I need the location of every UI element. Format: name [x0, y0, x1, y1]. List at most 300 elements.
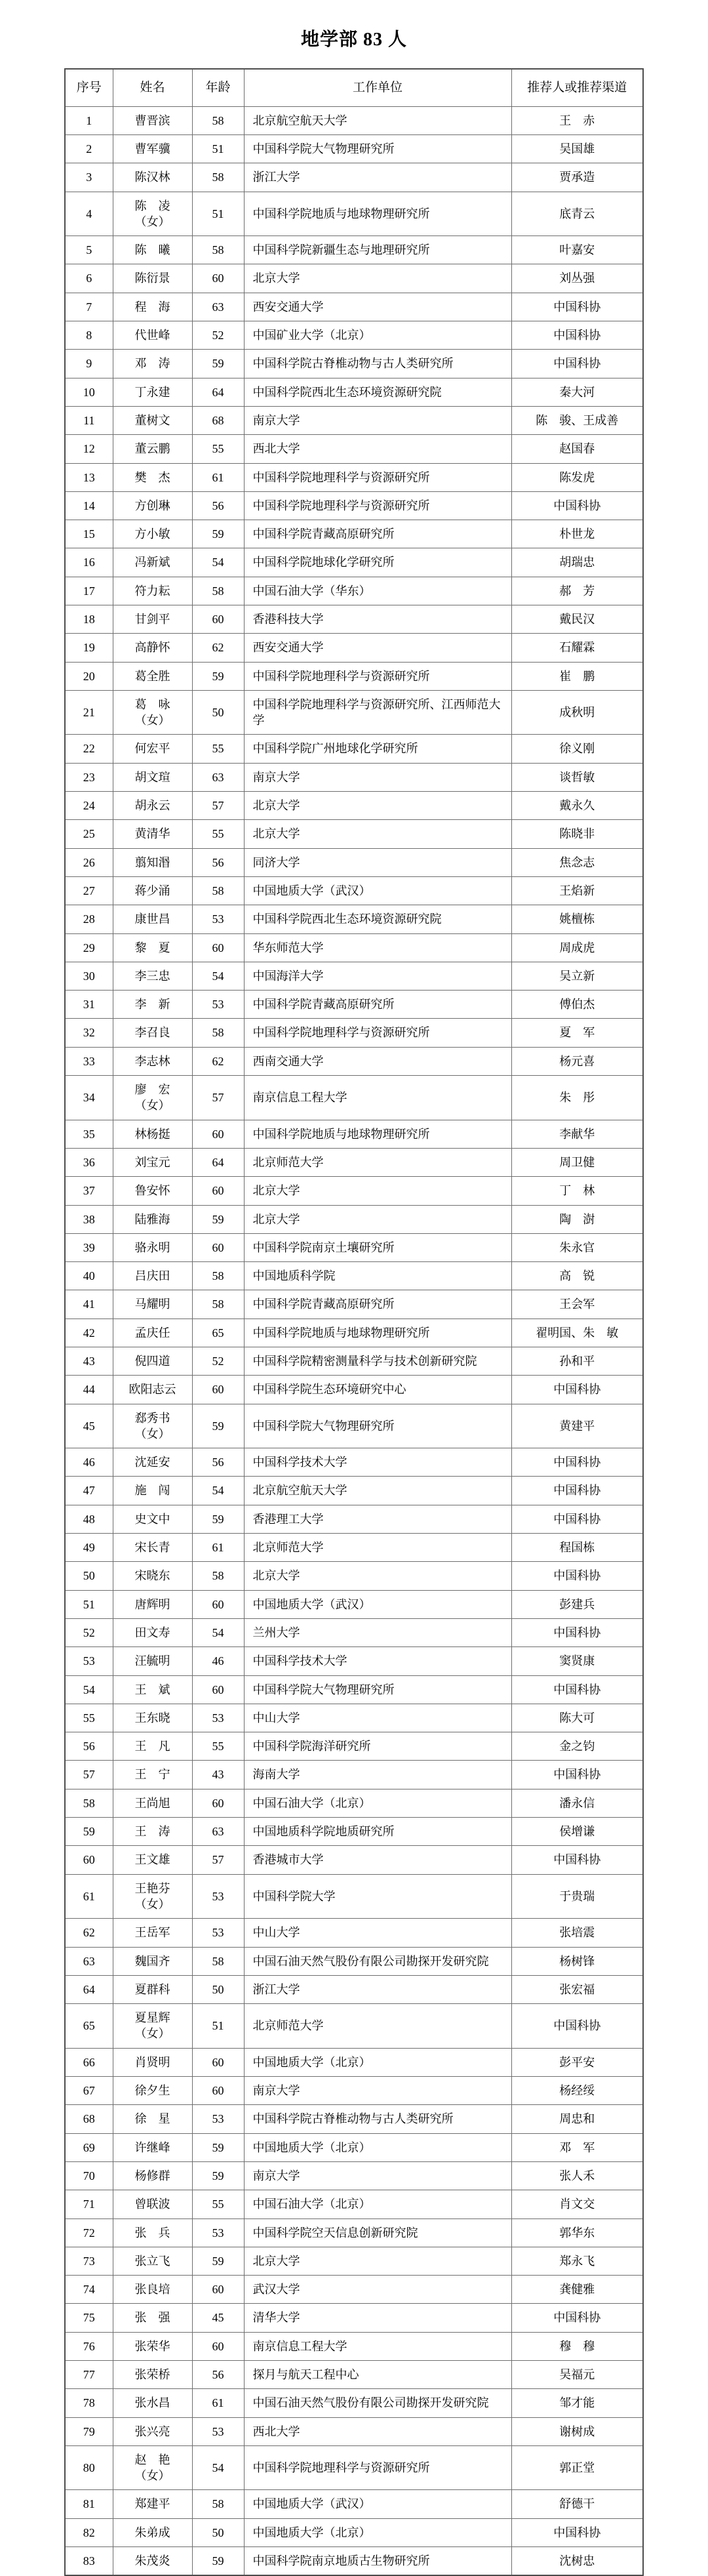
- cell-recommender: 姚檀栋: [511, 905, 643, 933]
- table-row: [65, 1647, 643, 1675]
- cell-recommender: 侯增谦: [511, 1818, 643, 1846]
- cell-age: 59: [192, 2161, 244, 2190]
- cell-no: 33: [65, 1047, 113, 1075]
- cell-no: 1: [65, 106, 113, 134]
- cell-recommender: 郭正堂: [511, 2445, 643, 2490]
- cell-name: 黄清华: [113, 820, 192, 848]
- cell-no: 21: [65, 690, 113, 735]
- cell-age: 60: [192, 605, 244, 633]
- cell-name: 方创琳: [113, 491, 192, 520]
- cell-recommender: 郝 芳: [511, 577, 643, 605]
- cell-name: 曹军骥: [113, 134, 192, 163]
- cell-recommender: 中国科协: [511, 1505, 643, 1533]
- cell-unit: 中国科学院西北生态环境资源研究院: [244, 905, 511, 933]
- cell-no: 69: [65, 2133, 113, 2161]
- cell-unit: 中国科学院地质与地球物理研究所: [244, 1319, 511, 1347]
- cell-unit: 中国海洋大学: [244, 962, 511, 990]
- cell-no: 17: [65, 577, 113, 605]
- cell-name: 李三忠: [113, 962, 192, 990]
- cell-unit: 中国科学院大学: [244, 1874, 511, 1919]
- cell-no: 32: [65, 1019, 113, 1047]
- cell-recommender: 中国科协: [511, 2304, 643, 2332]
- cell-name: 王文雄: [113, 1846, 192, 1874]
- header-name: 姓名: [113, 69, 192, 106]
- cell-age: 63: [192, 763, 244, 791]
- cell-recommender: 金之钧: [511, 1732, 643, 1761]
- cell-name: 陆雅海: [113, 1205, 192, 1233]
- cell-no: 14: [65, 491, 113, 520]
- cell-unit: 中国地质大学（武汉）: [244, 2490, 511, 2518]
- cell-name: 陈 凌 （女）: [113, 192, 192, 236]
- cell-recommender: 黄建平: [511, 1404, 643, 1448]
- cell-unit: 兰州大学: [244, 1618, 511, 1646]
- cell-recommender: 杨树锋: [511, 1947, 643, 1975]
- cell-no: 79: [65, 2417, 113, 2445]
- cell-age: 51: [192, 134, 244, 163]
- cell-age: 54: [192, 962, 244, 990]
- cell-unit: 南京信息工程大学: [244, 1076, 511, 1120]
- cell-age: 52: [192, 321, 244, 350]
- cell-unit: 中山大学: [244, 1704, 511, 1732]
- cell-name: 刘宝元: [113, 1148, 192, 1176]
- cell-unit: 中国科学院广州地球化学研究所: [244, 735, 511, 763]
- cell-unit: 中国科学院地理科学与资源研究所: [244, 463, 511, 491]
- cell-age: 58: [192, 577, 244, 605]
- cell-name: 董云鹏: [113, 435, 192, 463]
- cell-name: 魏国齐: [113, 1947, 192, 1975]
- table-row: [65, 662, 643, 690]
- cell-unit: 华东师范大学: [244, 933, 511, 962]
- cell-name: 骆永明: [113, 1233, 192, 1261]
- cell-age: 54: [192, 1477, 244, 1505]
- table-row: [65, 1120, 643, 1148]
- table-row: [65, 1562, 643, 1590]
- cell-unit: 中国石油大学（北京）: [244, 1789, 511, 1817]
- table-row: [65, 2332, 643, 2360]
- cell-no: 39: [65, 1233, 113, 1261]
- table-row: [65, 1047, 643, 1075]
- table-row: [65, 933, 643, 962]
- cell-recommender: 夏 军: [511, 1019, 643, 1047]
- table-row: [65, 1789, 643, 1817]
- table-row: [65, 962, 643, 990]
- cell-age: 58: [192, 1290, 244, 1319]
- page-title: 地学部 83 人: [300, 30, 407, 50]
- table-row: [65, 2518, 643, 2546]
- cell-unit: 中国科学院青藏高原研究所: [244, 1290, 511, 1319]
- table-row: [65, 2304, 643, 2332]
- cell-no: 5: [65, 236, 113, 264]
- cell-name: 甘剑平: [113, 605, 192, 633]
- cell-no: 74: [65, 2276, 113, 2304]
- cell-age: 59: [192, 1404, 244, 1448]
- cell-recommender: 秦大河: [511, 378, 643, 406]
- cell-no: 51: [65, 1590, 113, 1618]
- cell-unit: 西安交通大学: [244, 293, 511, 321]
- cell-age: 51: [192, 2004, 244, 2049]
- cell-name: 丁永建: [113, 378, 192, 406]
- table-row: [65, 1290, 643, 1319]
- cell-unit: 中国地质大学（北京）: [244, 2048, 511, 2076]
- table-row: [65, 1148, 643, 1176]
- cell-no: 49: [65, 1534, 113, 1562]
- cell-age: 59: [192, 2547, 244, 2576]
- table-row: [65, 350, 643, 378]
- cell-no: 44: [65, 1376, 113, 1404]
- cell-no: 63: [65, 1947, 113, 1975]
- cell-unit: 同济大学: [244, 848, 511, 876]
- cell-age: 46: [192, 1647, 244, 1675]
- table-header: [65, 69, 643, 106]
- cell-recommender: 吴福元: [511, 2360, 643, 2388]
- table-row: [65, 1874, 643, 1919]
- table-row: [65, 1846, 643, 1874]
- cell-age: 60: [192, 1789, 244, 1817]
- table-row: [65, 2004, 643, 2049]
- cell-name: 王岳军: [113, 1919, 192, 1947]
- cell-age: 64: [192, 1148, 244, 1176]
- cell-recommender: 陈大可: [511, 1704, 643, 1732]
- cell-age: 53: [192, 2105, 244, 2133]
- cell-recommender: 彭建兵: [511, 1590, 643, 1618]
- cell-no: 60: [65, 1846, 113, 1874]
- cell-no: 68: [65, 2105, 113, 2133]
- table-row: [65, 1448, 643, 1477]
- cell-no: 30: [65, 962, 113, 990]
- cell-unit: 中国科学院大气物理研究所: [244, 1675, 511, 1704]
- cell-no: 20: [65, 662, 113, 690]
- cell-age: 58: [192, 1947, 244, 1975]
- table-row: [65, 1076, 643, 1120]
- cell-recommender: 中国科协: [511, 1675, 643, 1704]
- cell-unit: 西安交通大学: [244, 634, 511, 662]
- cell-age: 53: [192, 991, 244, 1019]
- cell-name: 朱茂炎: [113, 2547, 192, 2576]
- cell-name: 王 涛: [113, 1818, 192, 1846]
- cell-recommender: 于贵瑞: [511, 1874, 643, 1919]
- cell-age: 60: [192, 1590, 244, 1618]
- cell-unit: 中国科学院西北生态环境资源研究院: [244, 378, 511, 406]
- header-recommender: 推荐人或推荐渠道: [511, 69, 643, 106]
- cell-no: 81: [65, 2490, 113, 2518]
- cell-unit: 海南大学: [244, 1761, 511, 1789]
- table-row: [65, 2445, 643, 2490]
- cell-unit: 北京大学: [244, 820, 511, 848]
- cell-recommender: 杨经绥: [511, 2077, 643, 2105]
- table-row: [65, 792, 643, 820]
- cell-name: 代世峰: [113, 321, 192, 350]
- cell-name: 李 新: [113, 991, 192, 1019]
- cell-name: 翦知湣: [113, 848, 192, 876]
- cell-name: 张良培: [113, 2276, 192, 2304]
- cell-age: 52: [192, 1347, 244, 1376]
- cell-age: 54: [192, 1618, 244, 1646]
- table-row: [65, 1675, 643, 1704]
- cell-name: 倪四道: [113, 1347, 192, 1376]
- cell-age: 58: [192, 876, 244, 905]
- cell-recommender: 贾承造: [511, 163, 643, 192]
- cell-name: 樊 杰: [113, 463, 192, 491]
- table-row: [65, 2490, 643, 2518]
- table-row: [65, 2360, 643, 2388]
- cell-age: 59: [192, 350, 244, 378]
- cell-no: 64: [65, 1975, 113, 2003]
- header-unit: 工作单位: [244, 69, 511, 106]
- cell-unit: 中国科学院青藏高原研究所: [244, 520, 511, 548]
- cell-recommender: 底青云: [511, 192, 643, 236]
- cell-no: 47: [65, 1477, 113, 1505]
- cell-no: 19: [65, 634, 113, 662]
- cell-age: 60: [192, 1675, 244, 1704]
- cell-recommender: 舒德干: [511, 2490, 643, 2518]
- gender-note: （女）: [134, 714, 170, 727]
- cell-age: 57: [192, 1846, 244, 1874]
- cell-name: 王艳芬 （女）: [113, 1874, 192, 1919]
- cell-age: 53: [192, 2218, 244, 2247]
- cell-name: 唐辉明: [113, 1590, 192, 1618]
- cell-unit: 西北大学: [244, 2417, 511, 2445]
- cell-unit: 中国科学院地理科学与资源研究所: [244, 662, 511, 690]
- table-row: [65, 1919, 643, 1947]
- cell-recommender: 吴国雄: [511, 134, 643, 163]
- cell-unit: 中国科学院地质与地球物理研究所: [244, 192, 511, 236]
- cell-name: 王 斌: [113, 1675, 192, 1704]
- cell-no: 80: [65, 2445, 113, 2490]
- cell-name: 何宏平: [113, 735, 192, 763]
- cell-name: 夏星辉 （女）: [113, 2004, 192, 2049]
- cell-recommender: 穆 穆: [511, 2332, 643, 2360]
- table-row: [65, 2547, 643, 2576]
- cell-name: 朱弟成: [113, 2518, 192, 2546]
- cell-no: 77: [65, 2360, 113, 2388]
- cell-recommender: 中国科协: [511, 350, 643, 378]
- table-row: [65, 1947, 643, 1975]
- cell-recommender: 杨元喜: [511, 1047, 643, 1075]
- table-row: [65, 1019, 643, 1047]
- cell-recommender: 龚健雅: [511, 2276, 643, 2304]
- cell-age: 56: [192, 1448, 244, 1477]
- cell-recommender: 张宏福: [511, 1975, 643, 2003]
- cell-unit: 中国地质科学院地质研究所: [244, 1818, 511, 1846]
- cell-unit: 中国科学院新疆生态与地理研究所: [244, 236, 511, 264]
- cell-no: 82: [65, 2518, 113, 2546]
- table-row: [65, 2077, 643, 2105]
- cell-recommender: 中国科协: [511, 1376, 643, 1404]
- cell-recommender: 中国科协: [511, 1477, 643, 1505]
- cell-no: 73: [65, 2247, 113, 2275]
- cell-recommender: 戴永久: [511, 792, 643, 820]
- cell-name: 陈衍景: [113, 264, 192, 293]
- cell-unit: 中国科学院地理科学与资源研究所: [244, 491, 511, 520]
- roster-table: [64, 68, 644, 2576]
- cell-recommender: 中国科协: [511, 321, 643, 350]
- cell-no: 40: [65, 1262, 113, 1290]
- cell-unit: 中国科学院地理科学与资源研究所、江西师范大学: [244, 690, 511, 735]
- cell-name: 曹晋滨: [113, 106, 192, 134]
- cell-age: 43: [192, 1761, 244, 1789]
- cell-recommender: 朴世龙: [511, 520, 643, 548]
- cell-no: 11: [65, 406, 113, 434]
- cell-recommender: 程国栋: [511, 1534, 643, 1562]
- cell-name: 杨修群: [113, 2161, 192, 2190]
- cell-name: 田文寿: [113, 1618, 192, 1646]
- cell-age: 55: [192, 2190, 244, 2218]
- cell-age: 59: [192, 662, 244, 690]
- table-row: [65, 1376, 643, 1404]
- cell-recommender: 肖文交: [511, 2190, 643, 2218]
- cell-name: 鲁安怀: [113, 1177, 192, 1205]
- cell-no: 34: [65, 1076, 113, 1120]
- cell-age: 53: [192, 1704, 244, 1732]
- table-row: [65, 690, 643, 735]
- gender-note: （女）: [134, 2027, 170, 2041]
- cell-age: 60: [192, 2332, 244, 2360]
- cell-name: 徐夕生: [113, 2077, 192, 2105]
- cell-no: 24: [65, 792, 113, 820]
- cell-recommender: 郑永飞: [511, 2247, 643, 2275]
- cell-no: 15: [65, 520, 113, 548]
- table-row: [65, 1404, 643, 1448]
- table-row: [65, 991, 643, 1019]
- table-row: [65, 2190, 643, 2218]
- cell-age: 62: [192, 634, 244, 662]
- cell-recommender: 朱 彤: [511, 1076, 643, 1120]
- cell-unit: 中国科学院空天信息创新研究院: [244, 2218, 511, 2247]
- cell-age: 58: [192, 163, 244, 192]
- table-row: [65, 1505, 643, 1533]
- table-row: [65, 1347, 643, 1376]
- cell-recommender: 赵国春: [511, 435, 643, 463]
- table-row: [65, 520, 643, 548]
- cell-name: 许继峰: [113, 2133, 192, 2161]
- cell-name: 林杨挺: [113, 1120, 192, 1148]
- cell-unit: 北京航空航天大学: [244, 106, 511, 134]
- cell-no: 6: [65, 264, 113, 293]
- cell-age: 56: [192, 848, 244, 876]
- cell-recommender: 吴立新: [511, 962, 643, 990]
- cell-name: 李召良: [113, 1019, 192, 1047]
- cell-recommender: 谢树成: [511, 2417, 643, 2445]
- table-row: [65, 1319, 643, 1347]
- cell-unit: 中国科学院精密测量科学与技术创新研究院: [244, 1347, 511, 1376]
- cell-age: 58: [192, 106, 244, 134]
- cell-unit: 中国地质大学（北京）: [244, 2518, 511, 2546]
- cell-name: 施 闯: [113, 1477, 192, 1505]
- cell-unit: 中国地质科学院: [244, 1262, 511, 1290]
- cell-name: 陈 曦: [113, 236, 192, 264]
- table-row: [65, 2048, 643, 2076]
- cell-age: 50: [192, 2518, 244, 2546]
- cell-age: 58: [192, 236, 244, 264]
- table-row: [65, 1975, 643, 2003]
- cell-unit: 香港城市大学: [244, 1846, 511, 1874]
- table-body: [65, 106, 643, 2575]
- cell-no: 66: [65, 2048, 113, 2076]
- cell-recommender: 翟明国、朱 敏: [511, 1319, 643, 1347]
- cell-no: 72: [65, 2218, 113, 2247]
- cell-age: 51: [192, 192, 244, 236]
- table-row: [65, 293, 643, 321]
- table-row: [65, 106, 643, 134]
- gender-note: （女）: [134, 215, 170, 228]
- cell-no: 46: [65, 1448, 113, 1477]
- cell-unit: 中国科学院青藏高原研究所: [244, 991, 511, 1019]
- cell-no: 12: [65, 435, 113, 463]
- cell-recommender: 李献华: [511, 1120, 643, 1148]
- cell-name: 陈汉林: [113, 163, 192, 192]
- cell-name: 方小敏: [113, 520, 192, 548]
- cell-name: 王 宁: [113, 1761, 192, 1789]
- cell-recommender: 丁 林: [511, 1177, 643, 1205]
- cell-unit: 南京大学: [244, 2077, 511, 2105]
- cell-recommender: 王 赤: [511, 106, 643, 134]
- cell-unit: 中国石油大学（北京）: [244, 2190, 511, 2218]
- table-row: [65, 905, 643, 933]
- cell-recommender: 沈树忠: [511, 2547, 643, 2576]
- cell-recommender: 邓 军: [511, 2133, 643, 2161]
- cell-no: 55: [65, 1704, 113, 1732]
- cell-unit: 南京大学: [244, 406, 511, 434]
- cell-recommender: 焦念志: [511, 848, 643, 876]
- cell-recommender: 孙和平: [511, 1347, 643, 1376]
- cell-no: 67: [65, 2077, 113, 2105]
- cell-name: 葛全胜: [113, 662, 192, 690]
- cell-recommender: 周卫健: [511, 1148, 643, 1176]
- cell-age: 61: [192, 463, 244, 491]
- cell-no: 45: [65, 1404, 113, 1448]
- cell-recommender: 周成虎: [511, 933, 643, 962]
- cell-age: 50: [192, 690, 244, 735]
- cell-recommender: 中国科协: [511, 1846, 643, 1874]
- cell-age: 60: [192, 1233, 244, 1261]
- cell-recommender: 中国科协: [511, 1618, 643, 1646]
- cell-recommender: 张培震: [511, 1919, 643, 1947]
- cell-name: 王尚旭: [113, 1789, 192, 1817]
- cell-no: 16: [65, 548, 113, 577]
- cell-age: 60: [192, 1376, 244, 1404]
- cell-no: 31: [65, 991, 113, 1019]
- table-row: [65, 134, 643, 163]
- cell-no: 37: [65, 1177, 113, 1205]
- cell-name: 史文中: [113, 1505, 192, 1533]
- cell-age: 56: [192, 2360, 244, 2388]
- cell-name: 冯新斌: [113, 548, 192, 577]
- cell-no: 38: [65, 1205, 113, 1233]
- gender-note: （女）: [134, 1427, 170, 1441]
- cell-unit: 中国地质大学（武汉）: [244, 876, 511, 905]
- cell-no: 27: [65, 876, 113, 905]
- cell-recommender: 中国科协: [511, 2518, 643, 2546]
- cell-age: 61: [192, 2389, 244, 2417]
- cell-no: 22: [65, 735, 113, 763]
- cell-name: 孟庆任: [113, 1319, 192, 1347]
- cell-unit: 北京师范大学: [244, 1534, 511, 1562]
- cell-unit: 武汉大学: [244, 2276, 511, 2304]
- cell-recommender: 刘丛强: [511, 264, 643, 293]
- cell-recommender: 陈晓非: [511, 820, 643, 848]
- header-age: 年龄: [192, 69, 244, 106]
- table-row: [65, 491, 643, 520]
- cell-unit: 中国科学院地球化学研究所: [244, 548, 511, 577]
- cell-name: 张立飞: [113, 2247, 192, 2275]
- cell-recommender: 中国科协: [511, 491, 643, 520]
- table-row: [65, 1534, 643, 1562]
- table-row: [65, 264, 643, 293]
- table-row: [65, 1818, 643, 1846]
- cell-recommender: 潘永信: [511, 1789, 643, 1817]
- cell-name: 符力耘: [113, 577, 192, 605]
- cell-no: 42: [65, 1319, 113, 1347]
